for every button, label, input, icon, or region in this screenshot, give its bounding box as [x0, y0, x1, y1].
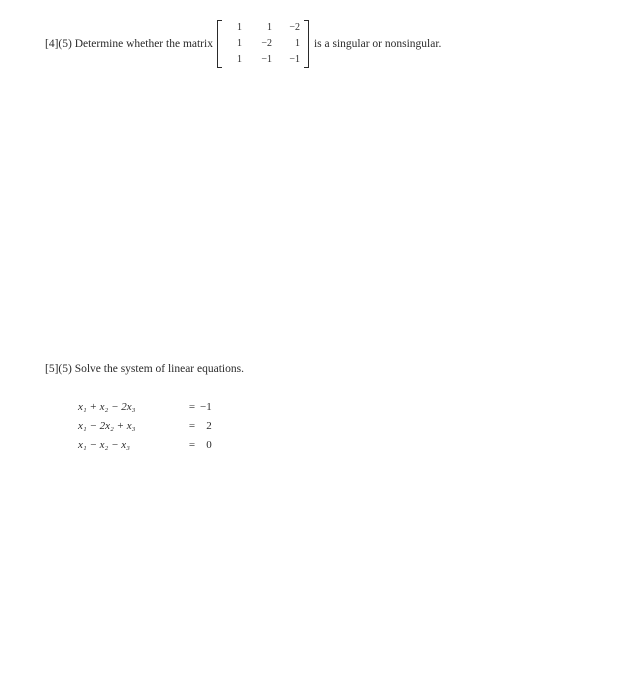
equation-row	[78, 436, 212, 455]
equation-system	[78, 398, 212, 455]
equation-rhs: −1	[200, 401, 212, 413]
matrix-cell: 1	[236, 54, 242, 65]
equation-row	[78, 398, 212, 417]
equation-equals: =	[188, 401, 196, 413]
matrix-cell: −1	[289, 54, 300, 65]
matrix	[217, 19, 309, 69]
problem-5-prompt: [5](5) Solve the system of linear equations.	[45, 363, 244, 375]
matrix-cell: 1	[236, 22, 242, 33]
problem-4-prefix: [4](5) Determine whether the matrix	[45, 38, 213, 50]
matrix-cell: −2	[289, 22, 300, 33]
matrix-cell: 1	[236, 38, 242, 49]
matrix-row	[223, 20, 303, 36]
equation-row	[78, 417, 212, 436]
problem-4-suffix: is a singular or nonsingular.	[313, 38, 442, 50]
matrix-entries	[223, 20, 303, 68]
matrix-cell: −2	[261, 38, 272, 49]
matrix-row	[223, 36, 303, 52]
equation-equals: =	[188, 420, 196, 432]
matrix-cell: 1	[266, 22, 272, 33]
matrix-cell: 1	[294, 38, 300, 49]
matrix-cell: −1	[261, 54, 272, 65]
equation-equals: =	[188, 439, 196, 451]
matrix-row	[223, 52, 303, 68]
matrix-right-bracket	[304, 20, 309, 68]
equation-lhs: x₁ − 2x₂ + x₃	[78, 420, 136, 432]
problem-4	[45, 18, 441, 70]
equation-lhs: x₁ − x₂ − x₃	[78, 439, 130, 451]
matrix-left-bracket	[217, 20, 222, 68]
equation-lhs: x₁ + x₂ − 2x₃	[78, 401, 136, 413]
equation-rhs: 0	[206, 439, 212, 451]
equation-rhs: 2	[206, 420, 212, 432]
